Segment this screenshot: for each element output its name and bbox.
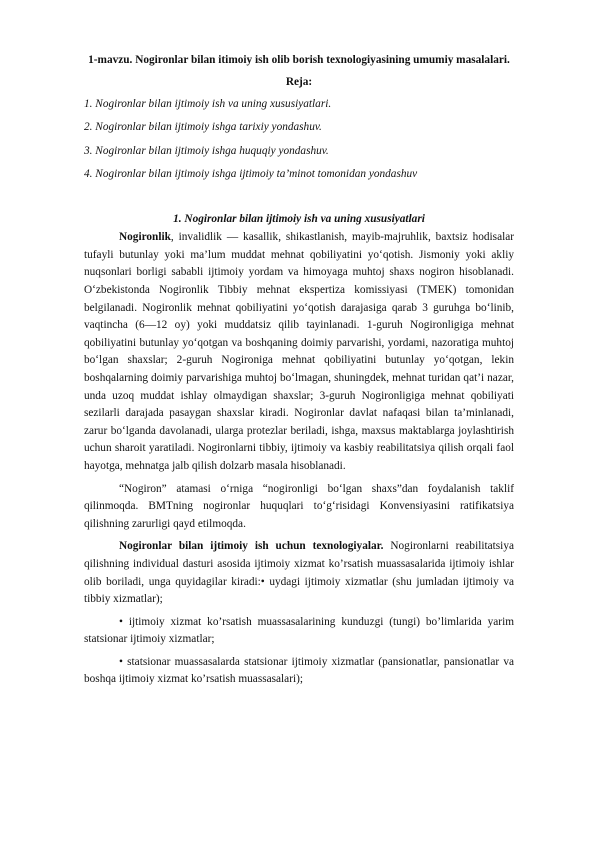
paragraph-lead: Nogironlar bilan ijtimoiy ish uchun texnologiyalar. bbox=[119, 540, 384, 553]
bullet-paragraph bbox=[84, 614, 514, 649]
paragraph-text: • ijtimoiy xizmat ko’rsatish muassasalarining kunduzgi (tungi) bo’limlarida yarim statsionar ijtimoiy xizmatlar; bbox=[84, 615, 514, 646]
document-title: 1-mavzu. Nogironlar bilan itimoiy ish olib borish texnologiyasining umumiy masalalari. bbox=[88, 54, 510, 66]
body-paragraph bbox=[84, 481, 514, 534]
plan-list bbox=[84, 96, 514, 183]
body-paragraph bbox=[84, 229, 514, 475]
paragraph-text: “Nogiron” atamasi o‘rniga “nogironligi bo‘lgan shaxs”dan foydalanish taklif qilinmoqda. BMTning nogironlar huquqlari to‘g‘risidagi Konvensiyasini ratifikatsiya qilishning zarurligi qayd etilmoqda. bbox=[84, 482, 514, 530]
plan-heading: Reja: bbox=[285, 75, 313, 88]
plan-item: 4. Nogironlar bilan ijtimoiy ishga ijtimoiy ta’minot tomonidan yondashuv bbox=[84, 168, 418, 181]
paragraph-lead: Nogironlik bbox=[119, 231, 171, 244]
plan-item: 1. Nogironlar bilan ijtimoiy ish va uning xususiyatlari. bbox=[84, 98, 332, 111]
bullet-paragraph bbox=[84, 654, 514, 689]
paragraph-text: Nogironlarni reabilitatsiya qilishning individual dasturi asosida ijtimoiy xizmat ko’rsatish muassasalarida ijtimoiy ishlar olib boriladi, unga quyidagilar kiradi:• uydagi ijtimoiy xizmatlar (shu jumladan ijtimoiy va tibbiy xizmatlar); bbox=[84, 540, 514, 606]
section-heading: 1. Nogironlar bilan ijtimoiy ish va uning xususiyatlari bbox=[173, 212, 425, 225]
paragraph-text: , invalidlik — kasallik, shikastlanish, mayib-majruhlik, baxtsiz hodisalar tufayli butunlay yoki ma’lum muddat mehnat qobiliyatini yo‘qotish. Jismoniy yoki akliy nuqsonlari borligi sababli ijtimoiy yordam va himoyaga muhtoj shaxs nogiron hisoblanadi. O‘zbekistonda Nogironlik Tibbiy mehnat ekspertiza komissiyasi (TMEK) tomonidan belgilanadi. Nogironlik mehnat qobiliyatini yo‘qotish darajasiga qarab 3 guruhga bo‘linib, vaqtincha (6—12 oy) yoki muddatsiz qilib tayinlanadi. 1-guruh Nogironligiga mehnat qobiliyatini butunlay yo‘qotgan va boshqaning doimiy parvarishi, yordami, nazoratiga muhtoj bo‘lgan shaxslar; 2-guruh Nogironiga mehnat qobiliyatini butunlay yo‘qotgan, lekin boshqalarning doimiy parvarishiga muhtoj bo‘lmagan, shuningdek, mehnat turidan qat’i nazar, unda uzoq muddat ishlay olmaydigan shaxslar; 3-guruh Nogironligiga mehnat qobiliyati sezilarli darajada pasaygan shaxslar kiradi. Nogironlar davlat nafaqasi bilan ta’minlanadi, zarur bo‘lganda davolanadi, ularga protezlar beriladi, ishga, maxsus maktablarga joylashtirish uchun sharoit yaratiladi. Nogironlarni tibbiy, ijtimoiy va kasbiy reabilitatsiya qilish orqali faol hayotga, mehnatga jalb qilish dolzarb masala hisoblanadi. bbox=[84, 231, 514, 472]
body-paragraph bbox=[84, 538, 514, 608]
paragraph-text: • statsionar muassasalarda statsionar ijtimoiy xizmatlar (pansionatlar, pansionatlar va boshqa ijtimoiy xizmat ko’rsatish muassasalari); bbox=[84, 655, 514, 686]
document-page bbox=[84, 52, 514, 689]
plan-item: 3. Nogironlar bilan ijtimoiy ishga huquqiy yondashuv. bbox=[84, 144, 329, 157]
plan-item: 2. Nogironlar bilan ijtimoiy ishga tarixiy yondashuv. bbox=[84, 121, 322, 134]
